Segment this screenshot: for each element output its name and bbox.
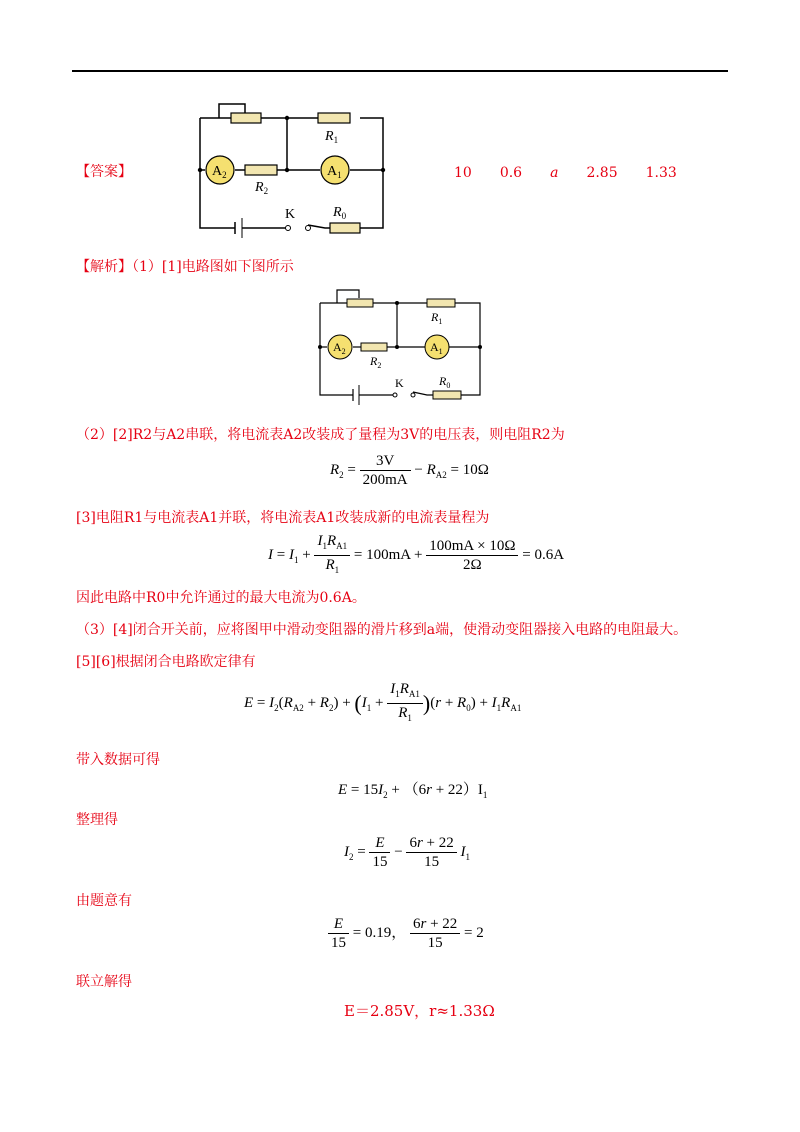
answer-1: 10 (454, 165, 472, 181)
svg-text:A2: $A_2$ (333, 340, 346, 356)
analysis-part2: （2）[2]R2与A2串联，将电流表A2改装成了量程为3V的电压表，则电阻R2为 (76, 427, 565, 443)
answer-4: 2.85 (586, 165, 618, 181)
analysis-part1: （1）[1]电路图如下图所示 (132, 259, 294, 275)
label-a1: $A_1$ (327, 164, 342, 180)
answer-2: 0.6 (499, 165, 523, 181)
answer-values (454, 164, 705, 182)
analysis-part6: [5][6]根据闭合电路欧定律有 (76, 654, 256, 670)
answer-3: a (550, 165, 559, 181)
label-r1: $R_1$ (325, 129, 339, 145)
final-result: E＝2.85V，r≈1.33Ω (344, 1002, 495, 1020)
analysis-part5: （3）[4]闭合开关前，应将图甲中滑动变阻器的滑片移到a端，使滑动变阻器接入电路的电阻最大。 (76, 622, 688, 638)
equation-substituted: $E = 15I_2 + (6r + 22)I_1$ (338, 782, 488, 800)
analysis-line-1 (76, 258, 294, 276)
equation-conditions: $\frac{E}{15}$ = 0.19， $\frac{6r + 22}{15}$ = 2 (328, 915, 484, 952)
label-r2: $R_2$ (255, 180, 269, 196)
circuit-diagram-answer (195, 98, 395, 238)
header-rule (72, 70, 728, 72)
answer-tag: 【答案】 (76, 164, 132, 180)
analysis-part3: [3]电阻R1与电流表A1并联，将电流表A1改装成新的电流表量程为 (76, 510, 490, 526)
circuit-diagram-analysis (315, 285, 485, 405)
equation-rearranged: $I_2$ = $\frac{E}{15}$ − $\frac{6r + 22}{15}$ $I_1$ (344, 835, 470, 870)
answer-5: 1.33 (645, 165, 677, 181)
svg-text:K: K (395, 376, 404, 390)
analysis-part4: 因此电路中R0中允许通过的最大电流为0.6A。 (76, 590, 366, 606)
label-a2: $A_2$ (212, 164, 227, 180)
svg-text:R2: $R_2$ (370, 354, 382, 370)
step-3: 由题意有 (76, 893, 132, 909)
analysis-tag: 【解析】 (76, 259, 132, 275)
step-2: 整理得 (76, 812, 118, 828)
svg-text:R0: $R_0$ (439, 374, 451, 390)
equation-r2: $R_2$ = $\frac{3V}{200mA}$ − $R_{A2} = 10\Omega$ (330, 453, 489, 488)
step-4: 联立解得 (76, 974, 132, 990)
svg-text:R1: $R_1$ (431, 310, 443, 326)
equation-current: $I = I_1$ + $\frac{I_1R_{A1}}{R_1}$ = 100mA + $\frac{100mA \times 10\Omega}{2\Omega}$ = 0.6A (268, 533, 565, 575)
equation-ohm-law: $E = I_2(R_{A2} + R_2) + (I_1$ + $\frac{I_1R_{A1}}{R_1}$ )$(r + R_0) + I_1R_{A1}$ (244, 681, 522, 723)
label-k: K (285, 207, 296, 222)
label-r0: $R_0$ (333, 205, 347, 221)
step-1: 带入数据可得 (76, 752, 160, 768)
svg-text:A1: $A_1$ (430, 340, 443, 356)
